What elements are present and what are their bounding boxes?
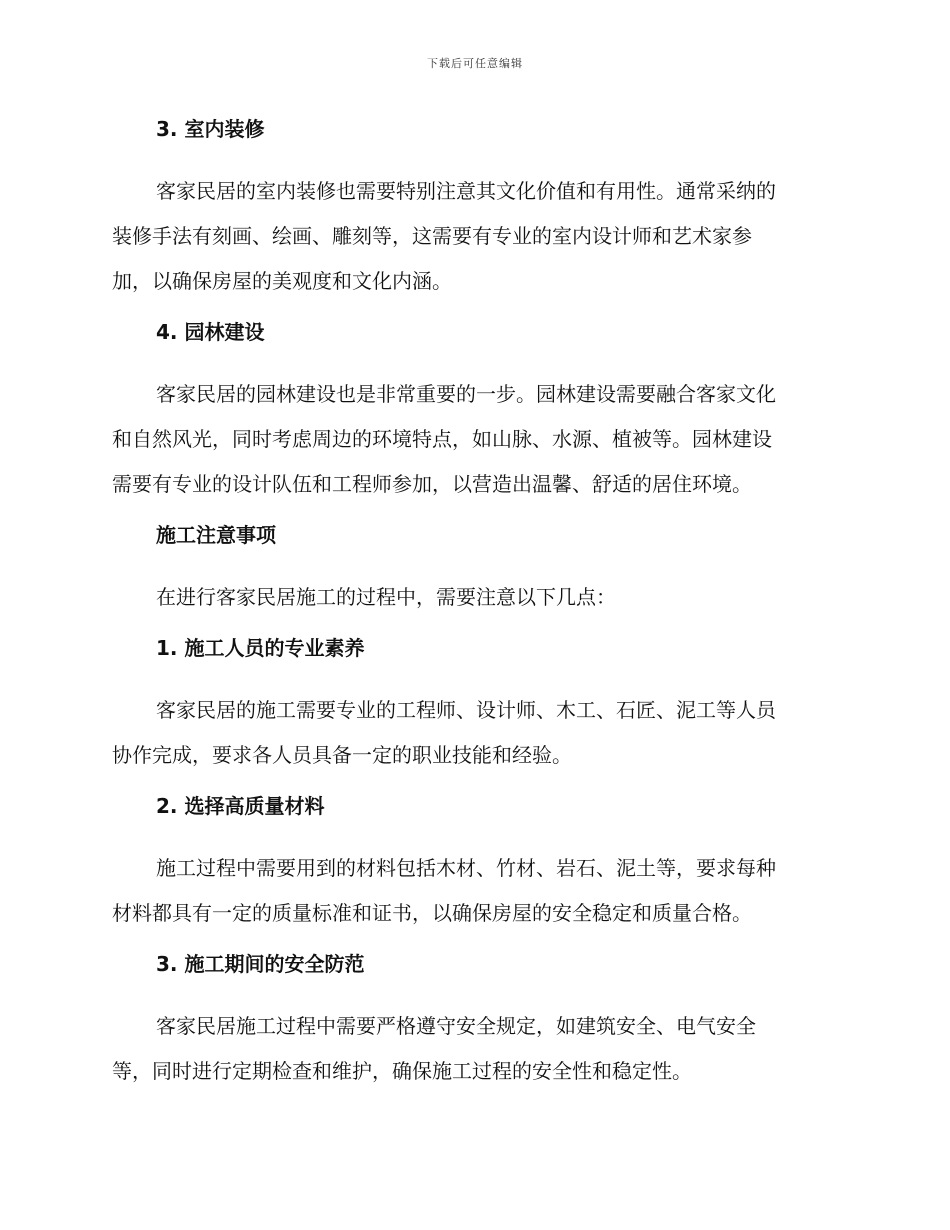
page-header: 下载后可任意编辑: [427, 57, 523, 70]
section-heading: 4. 园林建设: [156, 320, 265, 344]
section-garden-construction: [112, 317, 836, 507]
section-construction-notes: [112, 520, 836, 620]
paragraph: [112, 169, 836, 304]
paragraph-line: 客家民居施工过程中需要严格遵守安全规定，如建筑安全、电气安全: [156, 1014, 756, 1038]
section-heading: 3. 室内装修: [156, 117, 265, 141]
section-heading: 3. 施工期间的安全防范: [156, 952, 365, 976]
paragraph-line: 客家民居的园林建设也是非常重要的一步。园林建设需要融合客家文化: [156, 382, 776, 406]
paragraph-line: 客家民居的室内装修也需要特别注意其文化价值和有用性。通常采纳的: [156, 179, 776, 203]
paragraph-line: 在进行客家民居施工的过程中，需要注意以下几点：: [156, 585, 616, 609]
paragraph: [112, 372, 836, 507]
paragraph: [112, 846, 836, 936]
paragraph: [112, 688, 836, 778]
section-material-selection: [112, 791, 836, 936]
section-heading: 2. 选择高质量材料: [156, 794, 325, 818]
paragraph-line: 加，以确保房屋的美观度和文化内涵。: [112, 269, 452, 293]
section-staff-qualification: [112, 633, 836, 778]
section-heading: 施工注意事项: [156, 523, 276, 547]
paragraph-line: 和自然风光，同时考虑周边的环境特点，如山脉、水源、植被等。园林建设: [112, 427, 772, 451]
section-safety-precautions: [112, 949, 836, 1094]
paragraph: [112, 1004, 836, 1094]
document-body: [112, 114, 836, 1107]
section-heading: 1. 施工人员的专业素养: [156, 636, 365, 660]
paragraph-line: 协作完成，要求各人员具备一定的职业技能和经验。: [112, 743, 572, 767]
paragraph-line: 客家民居的施工需要专业的工程师、设计师、木工、石匠、泥工等人员: [156, 698, 776, 722]
paragraph: [112, 575, 836, 620]
paragraph-line: 等，同时进行定期检查和维护，确保施工过程的安全性和稳定性。: [112, 1059, 692, 1083]
paragraph-line: 材料都具有一定的质量标准和证书，以确保房屋的安全稳定和质量合格。: [112, 901, 752, 925]
paragraph-line: 需要有专业的设计队伍和工程师参加，以营造出温馨、舒适的居住环境。: [112, 472, 752, 496]
paragraph-line: 施工过程中需要用到的材料包括木材、竹材、岩石、泥土等，要求每种: [156, 856, 776, 880]
paragraph-line: 装修手法有刻画、绘画、雕刻等，这需要有专业的室内设计师和艺术家参: [112, 224, 752, 248]
section-interior-decoration: [112, 114, 836, 304]
